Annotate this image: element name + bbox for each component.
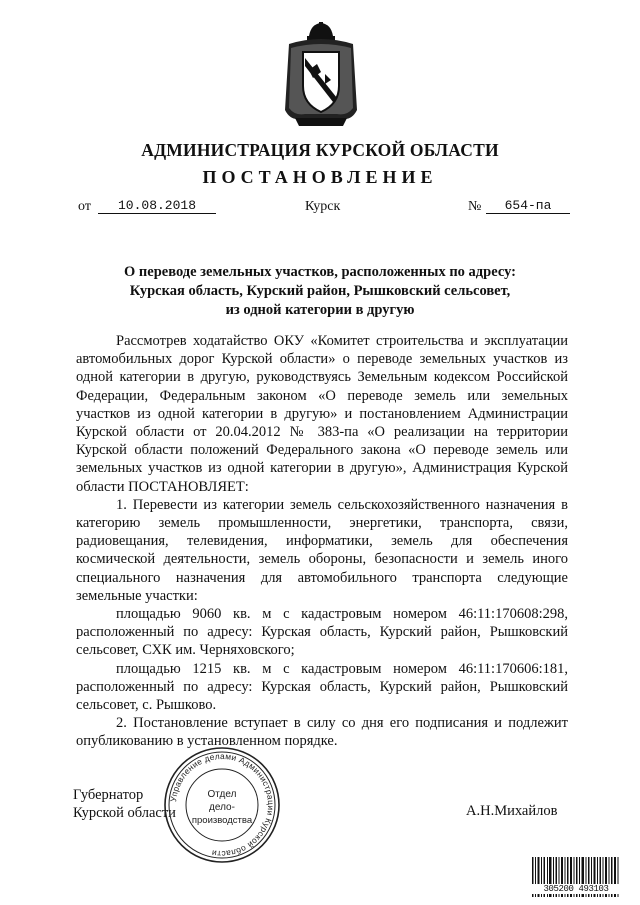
number-prefix: № xyxy=(468,199,482,214)
document-number: 654-па xyxy=(486,199,570,214)
document-type: ПОСТАНОВЛЕНИЕ xyxy=(202,167,438,187)
document-body xyxy=(76,332,568,751)
item-2-paragraph: 2. Постановление вступает в силу со дня его подписания и подлежит опубликованию в установленном порядке. xyxy=(76,715,568,750)
document-title xyxy=(80,263,560,320)
position-line-1: Губернатор xyxy=(73,787,144,803)
document-date: 10.08.2018 xyxy=(98,199,216,214)
coat-of-arms-icon xyxy=(281,22,361,130)
signatory-name: А.Н.Михайлов xyxy=(466,803,558,819)
signatory-position xyxy=(73,786,176,822)
plot-2-paragraph: площадью 1215 кв. м с кадастровым номером 46:11:170606:181, расположенный по адресу: Курская область, Курский район, Рышковский сельсовет, с. Рышково. xyxy=(76,660,568,714)
position-line-2: Курской области xyxy=(73,805,176,821)
stamp-ring-text: Управление делами Администрации Курской области xyxy=(168,750,277,860)
office-stamp xyxy=(162,745,282,865)
stamp-center-line-1: Отдел xyxy=(207,789,237,800)
organization-name: АДМИНИСТРАЦИЯ КУРСКОЙ ОБЛАСТИ xyxy=(141,140,499,160)
preamble-paragraph: Рассмотрев ходатайство ОКУ «Комитет строительства и эксплуатации автомобильных дорог Курской области» о переводе земельных участков из одной категории в другую, руководствуясь Земельным кодексом Российской Федерации, Федеральным законом «О переводе земель или земельных участков из одной категории в другую» и постановлением Администрации Курской области от 20.04.2012 № 383-па «О реализации на территории Курской области положений Федерального закона «О переводе земель или земельных участков из одной категории в другую», Администрация Курской области ПОСТАНОВЛЯЕТ: xyxy=(76,333,568,495)
stamp-center-line-3: производства xyxy=(191,815,253,826)
plot-1-paragraph: площадью 9060 кв. м с кадастровым номером 46:11:170608:298, расположенный по адресу: Курская область, Курский район, Рышковский сельсовет, СХК им. Черняховского; xyxy=(76,606,568,659)
barcode-number: 305200 493103 xyxy=(531,884,621,894)
stamp-center-line-2: дело- xyxy=(209,802,235,813)
item-1-paragraph: 1. Перевести из категории земель сельскохозяйственного назначения в категорию земель промышленности, энергетики, транспорта, связи, радиовещания, телевидения, информатики, земель для обеспечения космической деятельности, земель обороны, безопасности и земель иного специального назначения для автомобильного транспорта следующие земельные участки: xyxy=(76,496,568,604)
date-prefix: от xyxy=(78,199,91,214)
title-line-3: из одной категории в другую xyxy=(225,302,415,318)
title-line-2: Курская область, Курский район, Рышковский сельсовет, xyxy=(129,283,511,299)
title-line-1: О переводе земельных участков, расположенных по адресу: xyxy=(124,264,516,280)
document-city: Курск xyxy=(305,199,341,214)
